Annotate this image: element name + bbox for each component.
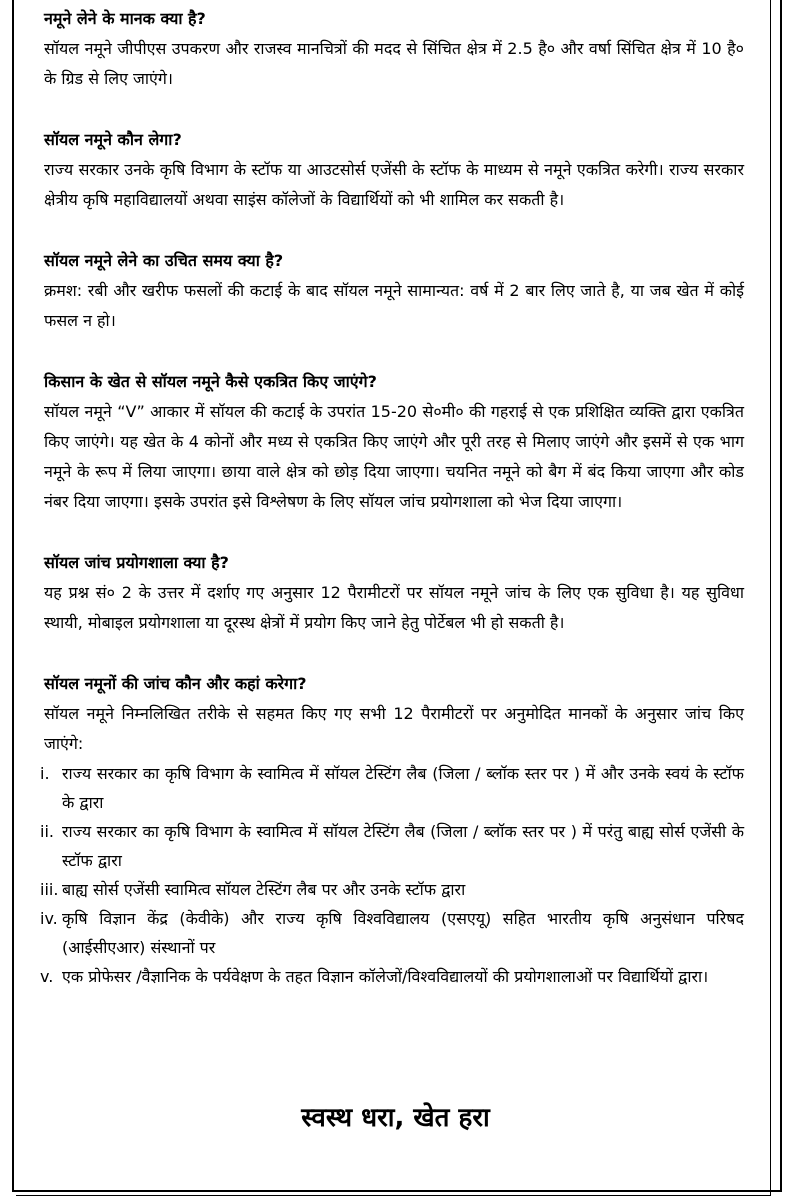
list-item-text: राज्य सरकार का कृषि विभाग के स्वामित्व में सॉयल टेस्टिंग लैब (जिला / ब्लॉक स्तर पर ) में और उनके स्वयं के स्टॉफ के द्वारा: [62, 764, 744, 812]
list-item-number: v.: [40, 967, 54, 986]
faq-question: सॉयल नमूने लेने का उचित समय क्या है?: [44, 251, 284, 270]
faq-section-2: [44, 125, 744, 215]
list-item-number: i.: [40, 764, 50, 783]
list-item-number: iii.: [40, 880, 59, 899]
faq-answer: सॉयल नमूने जीपीएस उपकरण और राजस्व मानचित्रों की मदद से सिंचित क्षेत्र में 2.5 है० और वर्षा सिंचित क्षेत्र में 10 है० के ग्रिड से लिए जाएंगे।: [44, 39, 744, 88]
list-item-text: राज्य सरकार का कृषि विभाग के स्वामित्व में सॉयल टेस्टिंग लैब (जिला / ब्लॉक स्तर पर ) में परंतु बाह्य सोर्स एजेंसी के स्टॉफ द्वारा: [62, 822, 744, 870]
faq-answer: क्रमश: रबी और खरीफ फसलों की कटाई के बाद सॉयल नमूने सामान्यत: वर्ष में 2 बार लिए जाते है, या जब खेत में कोई फसल न हो।: [44, 281, 744, 330]
faq-section-1: [44, 4, 744, 94]
footer-slogan: स्वस्थ धरा, खेत हरा: [301, 1103, 490, 1133]
faq-answer: सॉयल नमूने निम्नलिखित तरीके से सहमत किए गए सभी 12 पैरामीटरों पर अनुमोदित मानकों के अनुसार जांच किए जाएंगे:: [44, 704, 744, 753]
list-item: [40, 759, 744, 817]
list-item-text: बाह्य सोर्स एजेंसी स्वामित्व सॉयल टेस्टिंग लैब पर और उनके स्टॉफ द्वारा: [62, 880, 466, 899]
faq-section-4: [44, 367, 744, 517]
faq-question: सॉयल नमूनों की जांच कौन और कहां करेगा?: [44, 674, 307, 693]
faq-section-3: [44, 246, 744, 336]
list-item-text: कृषि विज्ञान केंद्र (केवीके) और राज्य कृषि विश्वविद्यालय (एसएयू) सहित भारतीय कृषि अनुसंधान परिषद (आईसीएआर) संस्थानों पर: [62, 909, 744, 957]
faq-question: सॉयल जांच प्रयोगशाला क्या है?: [44, 553, 229, 572]
list-item: [40, 962, 744, 991]
list-item: [40, 904, 744, 962]
faq-question: किसान के खेत से सॉयल नमूने कैसे एकत्रित किए जाएंगे?: [44, 372, 377, 391]
faq-section-6: [40, 669, 744, 991]
faq-question: सॉयल नमूने कौन लेगा?: [44, 130, 182, 149]
list-item: [40, 875, 744, 904]
document-body: [40, 4, 744, 1022]
faq-answer: राज्य सरकार उनके कृषि विभाग के स्टॉफ या आउटसोर्स एजेंसी के स्टॉफ के माध्यम से नमूने एकत्रित करेगी। राज्य सरकार क्षेत्रीय कृषि महाविद्यालयों अथवा साइंस कॉलेजों के विद्यार्थियों को भी शामिल कर सकती है।: [44, 160, 744, 209]
testing-options-list: [40, 759, 744, 991]
list-item-text: एक प्रोफेसर /वैज्ञानिक के पर्यवेक्षण के तहत विज्ञान कॉलेजों/विश्वविद्यालयों की प्रयोगशालाओं पर विद्यार्थियों द्वारा।: [62, 967, 709, 986]
faq-section-5: [44, 548, 744, 638]
list-item-number: ii.: [40, 822, 54, 841]
faq-answer: यह प्रश्न सं० 2 के उत्तर में दर्शाए गए अनुसार 12 पैरामीटरों पर सॉयल नमूने जांच के लिए एक सुविधा है। यह सुविधा स्थायी, मोबाइल प्रयोगशाला या दूरस्थ क्षेत्रों में प्रयोग किए जाने हेतु पोर्टेबल भी हो सकती है।: [44, 583, 744, 632]
list-item-number: iv.: [40, 909, 58, 928]
faq-question: नमूने लेने के मानक क्या है?: [44, 9, 206, 28]
list-item: [40, 817, 744, 875]
faq-answer: सॉयल नमूने “V” आकार में सॉयल की कटाई के उपरांत 15-20 से०मी० की गहराई से एक प्रशिक्षित व्यक्ति द्वारा एकत्रित किए जाएंगे। यह खेत के 4 कोनों और मध्य से एकत्रित किए जाएंगे और पूरी तरह से मिलाए जाएंगे और इसमें से एक भाग नमूने के रूप में लिया जाएगा। छाया वाले क्षेत्र को छोड़ दिया जाएगा। चयनित नमूने को बैग में बंद किया जाएगा और कोड नंबर दिया जाएगा। इसके उपरांत इसे विश्लेषण के लिए सॉयल जांच प्रयोगशाला को भेज दिया जाएगा।: [44, 402, 744, 511]
